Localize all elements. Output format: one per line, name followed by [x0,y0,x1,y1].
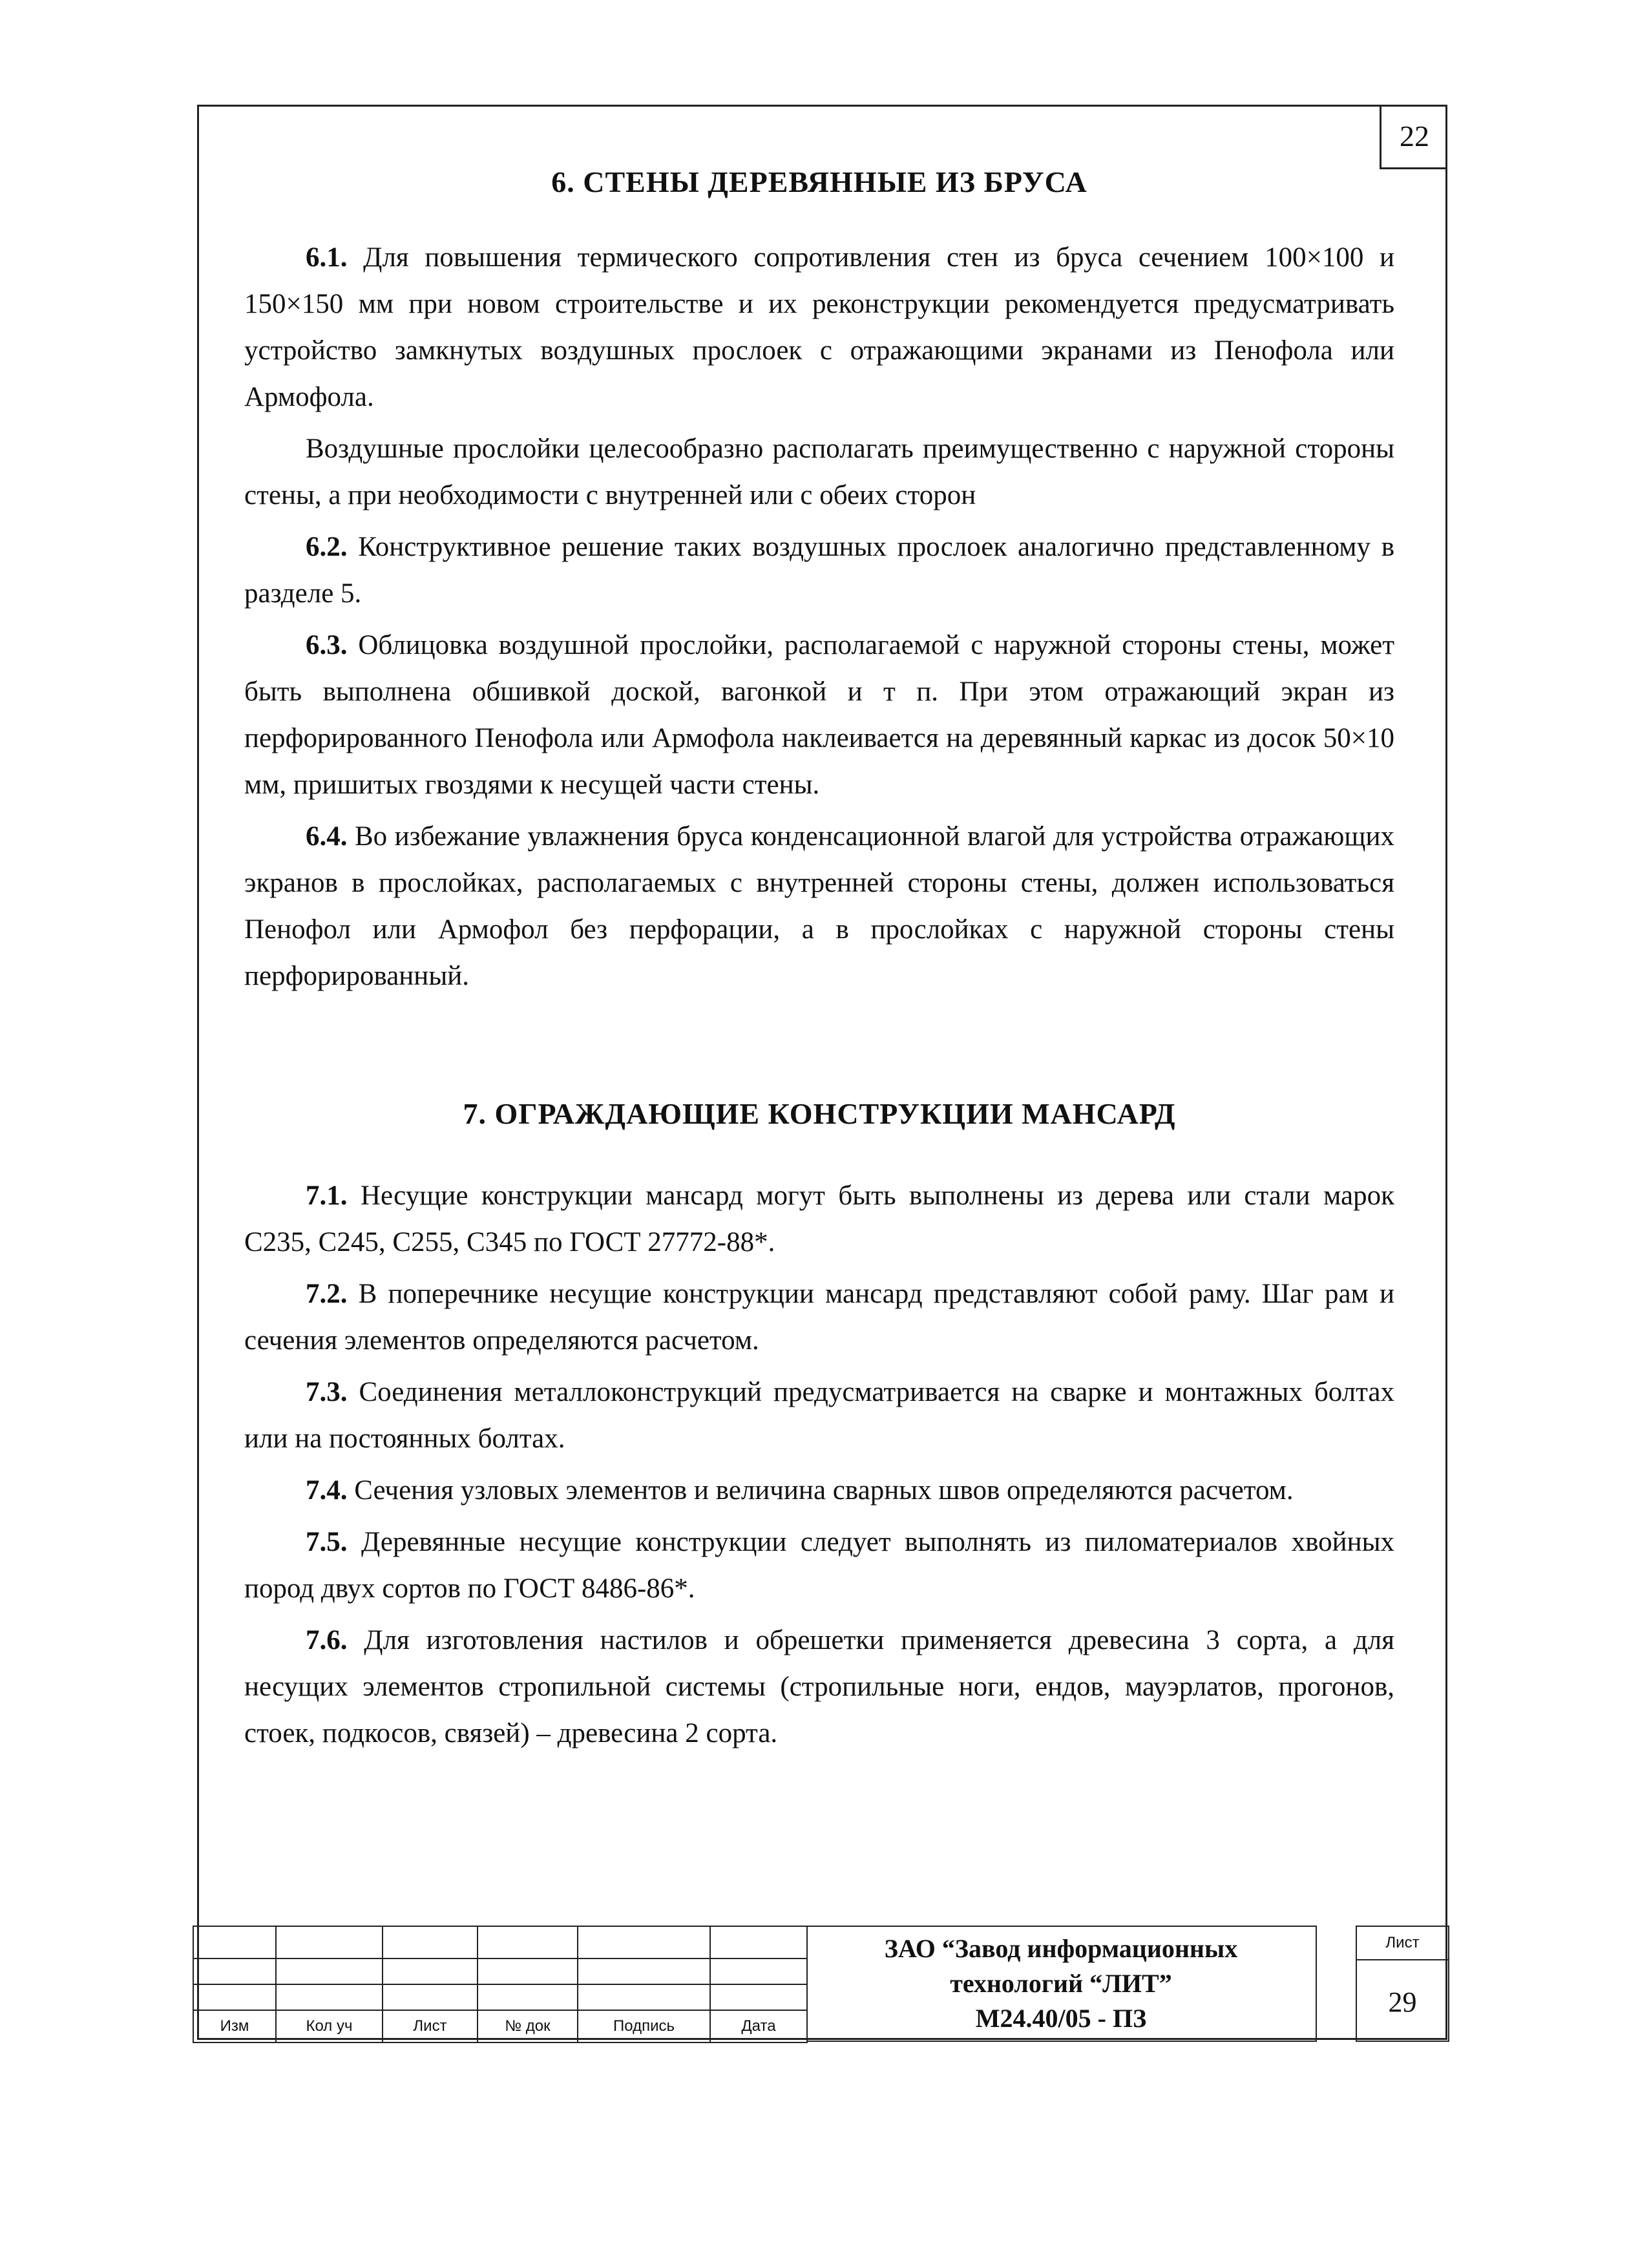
sheet-label: Лист [1357,1927,1448,1960]
paragraph-text: Облицовка воздушной прослойки, располагаемой с наружной стороны стены, может быть выполнена обшивкой доской, вагонкой и т п. При этом отражающий экран из перфорированного Пенофола или Армофола наклеивается на деревянный каркас из досок 50×10 мм, пришитых гвоздями к несущей части стены. [244,630,1395,800]
paragraph-6-2 [244,524,1394,617]
organization-name-line1: ЗАО “Завод информационных [884,1934,1238,1963]
column-header: Подпись [578,2010,710,2042]
column-header: № док [478,2010,578,2042]
paragraph-7-5 [244,1519,1394,1612]
paragraph-6-1b [244,426,1394,519]
title-block [193,1926,1449,2042]
paragraph-number: 6.2. [306,532,348,562]
document-code: М24.40/05 - ПЗ [975,2004,1147,2033]
paragraph-number: 7.1. [306,1181,348,1211]
paragraph-6-1 [244,235,1394,421]
section-7-title: 7. ОГРАЖДАЮЩИЕ КОНСТРУКЦИИ МАНСАРД [463,1097,1176,1130]
paragraph-number: 7.3. [306,1377,348,1407]
paragraph-7-2 [244,1271,1394,1364]
sheet-block [1356,1926,1449,2042]
paragraph-text: Сечения узловых элементов и величина сварных швов определяются расчетом. [354,1475,1294,1506]
paragraph-number: 7.6. [306,1625,348,1655]
column-header: Лист [383,2010,478,2042]
document-body [244,165,1394,1762]
paragraph-text: Конструктивное решение таких воздушных прослоек аналогично представленному в разделе 5. [244,532,1395,609]
column-header: Изм [193,2010,276,2042]
organization-name-line2: технологий “ЛИТ” [950,1969,1172,1998]
page-number: 22 [1380,105,1447,169]
column-header: Кол уч [276,2010,383,2042]
paragraph-number: 6.1. [306,242,348,273]
paragraph-number: 7.4. [306,1475,348,1506]
organization-block [806,1926,1317,2042]
paragraph-number: 7.2. [306,1279,348,1309]
paragraph-7-4 [244,1467,1394,1514]
paragraph-7-3 [244,1369,1394,1462]
paragraph-6-3 [244,622,1394,808]
paragraph-text: Для повышения термического сопротивления стен из бруса сечением 100×100 и 150×150 мм при новом строительстве и их реконструкции рекомендуется предусматривать устройство замкнутых воздушных прослоек с отражающими экранами из Пенофола или Армофола. [244,242,1394,412]
revision-table [193,1926,808,2043]
column-header: Дата [710,2010,807,2042]
section-6-title: 6. СТЕНЫ ДЕРЕВЯННЫЕ ИЗ БРУСА [551,165,1087,198]
paragraph-7-1 [244,1173,1394,1266]
paragraph-text: Во избежание увлажнения бруса конденсационной влагой для устройства отражающих экранов в прослойках, располагаемых с внутренней стороны стены, должен использоваться Пенофол или Армофол без перфорации, а в прослойках с наружной стороны стены перфорированный. [244,821,1394,991]
paragraph-number: 6.3. [306,630,348,660]
paragraph-text: В поперечнике несущие конструкции мансард представляют собой раму. Шаг рам и сечения элементов определяются расчетом. [244,1279,1394,1356]
paragraph-text: Для изготовления настилов и обрешетки применяется древесина 3 сорта, а для несущих элементов стропильной системы (стропильные ноги, ендов, мауэрлатов, прогонов, стоек, подкосов, связей) – древесина 2 сорта. [244,1625,1394,1748]
paragraph-text: Соединения металлоконструкций предусматривается на сварке и монтажных болтах или на постоянных болтах. [244,1377,1394,1454]
paragraph-text: Воздушные прослойки целесообразно располагать преимущественно с наружной стороны стены, а при необходимости с внутренней или с обеих сторон [244,434,1394,510]
paragraph-text: Деревянные несущие конструкции следует выполнять из пиломатериалов хвойных пород двух сортов по ГОСТ 8486-86*. [244,1527,1395,1604]
paragraph-text: Несущие конструкции мансард могут быть выполнены из дерева или стали марок С235, С245, С255, С345 по ГОСТ 27772-88*. [244,1181,1395,1257]
paragraph-number: 7.5. [306,1527,348,1557]
paragraph-6-4 [244,814,1394,1000]
sheet-number: 29 [1388,1986,1417,2018]
paragraph-7-6 [244,1617,1394,1757]
paragraph-number: 6.4. [306,821,348,852]
